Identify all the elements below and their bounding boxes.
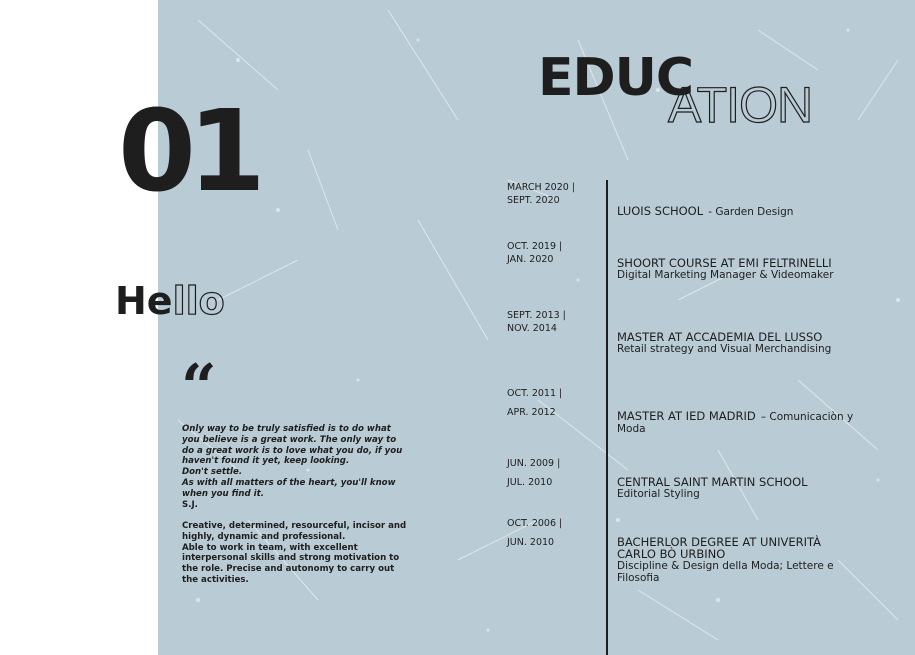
institution: MASTER AT IED MADRID	[617, 409, 756, 423]
course-detail: Digital Marketing Manager & Videomaker	[617, 269, 834, 281]
quote-icon: “	[181, 350, 217, 423]
education-date	[507, 457, 560, 489]
quote-line: do a great work is to love what you do, if you	[182, 445, 403, 456]
bio-line: Creative, determined, resourceful, incisor and	[182, 521, 407, 531]
date-end: SEPT. 2020	[507, 195, 560, 206]
education-title-outline: ATION	[668, 77, 813, 133]
course-detail: - Garden Design	[708, 206, 794, 218]
bio-line: Able to work in team, with excellent	[182, 542, 358, 553]
hello-outline: llo	[172, 279, 225, 323]
date-start: OCT. 2006 |	[507, 518, 563, 529]
date-start: OCT. 2019 |	[507, 241, 563, 252]
institution: CENTRAL SAINT MARTIN SCHOOL	[617, 475, 808, 489]
institution: LUOIS SCHOOL	[617, 204, 704, 218]
institution: BACHERLOR DEGREE AT UNIVERITÀ	[617, 535, 821, 549]
bio-line: the activities.	[182, 574, 249, 585]
education-date	[507, 387, 562, 419]
date-end: JUN. 2010	[507, 537, 555, 548]
date-end: JUL. 2010	[507, 477, 553, 488]
date-start: SEPT. 2013 |	[507, 310, 566, 321]
course-detail: Retail strategy and Visual Merchandising	[617, 343, 832, 355]
course-detail-continued: Filosofia	[617, 572, 660, 584]
quote-line: As with all matters of the heart, you'll know	[182, 477, 396, 488]
education-date	[507, 181, 575, 207]
education-date	[507, 240, 562, 266]
bio-text	[182, 521, 427, 586]
education-entry	[617, 409, 853, 435]
date-end: NOV. 2014	[507, 323, 557, 334]
course-detail: – Comunicaciòn y	[760, 411, 854, 423]
course-detail: Discipline & Design della Moda; Lettere e	[617, 560, 834, 572]
institution-continued: CARLO BÒ URBINO	[617, 547, 726, 561]
quote-line: you believe is a great work. The only way to	[182, 434, 397, 445]
education-title-solid: EDUC	[538, 48, 694, 108]
date-end: APR. 2012	[507, 407, 556, 418]
quote-signature: S.J.	[182, 500, 198, 510]
date-end: JAN. 2020	[507, 254, 554, 265]
bio-line: the role. Precise and autonomy to carry out	[182, 564, 395, 575]
hello-heading	[115, 279, 225, 323]
quote-line: Only way to be truly satisfied is to do what	[182, 424, 391, 434]
bio-line: highly, dynamic and professional.	[182, 531, 346, 542]
date-start: OCT. 2011 |	[507, 388, 563, 399]
education-date	[507, 517, 562, 549]
course-detail: Editorial Styling	[617, 488, 700, 500]
education-entry	[617, 476, 808, 500]
date-start: JUN. 2009 |	[507, 458, 561, 469]
bio-line: interpersonal skills and strong motivation to	[182, 553, 400, 564]
quote-text	[182, 424, 422, 500]
page-number: 01	[118, 87, 258, 217]
institution: SHOORT COURSE AT EMI FELTRINELLI	[617, 256, 832, 270]
course-detail-continued: Moda	[617, 423, 646, 435]
education-entry	[617, 331, 831, 355]
education-entry	[617, 257, 834, 281]
timeline-line	[606, 180, 608, 655]
education-date	[507, 309, 566, 335]
hello-solid: He	[115, 279, 173, 323]
institution: MASTER AT ACCADEMIA DEL LUSSO	[617, 330, 823, 344]
education-entry	[617, 204, 793, 218]
education-entry	[617, 536, 834, 584]
quote-line: haven't found it yet, keep looking.	[182, 456, 350, 467]
quote-line: Don't settle.	[182, 467, 243, 478]
date-start: MARCH 2020 |	[507, 182, 576, 193]
quote-line: when you find it.	[182, 488, 264, 499]
